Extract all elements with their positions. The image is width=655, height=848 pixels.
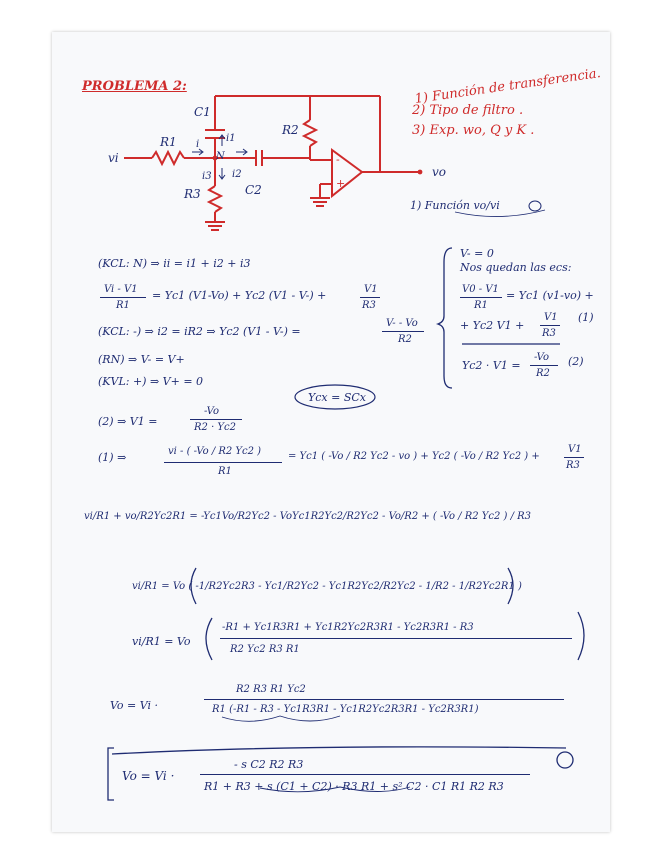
step-1-num: vi - ( -Vo / R2 Yc2 ) [168,446,262,457]
box-eq2-den: R2 [536,368,550,379]
label-ii: i [196,139,200,150]
step-6-lhs: Vo = Vi · [110,699,159,712]
step-4: vi/R1 = Vo ( -1/R2Yc2R3 - Yc1/R2Yc2 - Yc1R2Yc2/R2Yc2 - 1/R2 - 1/R2Yc2R1 ) [132,581,522,592]
kcl-line-3-den: R2 [398,334,412,345]
task-2: 2) Tipo de filtro . [412,103,524,118]
box-line-1: V- = 0 [460,247,494,260]
label-c1: C1 [194,105,211,119]
box-eq2-num: -Vo [534,352,549,363]
box-eq1b: + Yc2 V1 + [460,319,525,332]
step-6-num: R2 R3 R1 Yc2 [236,684,306,695]
kcl-line-3: (KCL: -) ⇒ i2 = iR2 ⇒ Yc2 (V1 - V-) = [98,325,301,338]
box-eq1-num: V0 - V1 [462,284,499,295]
step-3: vi/R1 + vo/R2Yc2R1 = -Yc1Vo/R2Yc2 - VoYc1R2Yc2/R2Yc2 - Vo/R2 + ( -Vo / R2 Yc2 ) / R3 [84,511,532,522]
box-eq1b-num: V1 [544,312,558,323]
label-vo: vo [432,165,447,179]
kcl-line-5: (KVL: +) ⇒ V+ = 0 [98,375,204,388]
problem-title: PROBLEMA 2: [82,79,187,94]
final-num: - s C2 R2 R3 [234,758,304,771]
step-1-den2: R3 [566,460,580,471]
label-i3: i3 [202,171,212,182]
box-line-2: Nos quedan las ecs: [460,261,572,274]
kcl-line-2-num: Vi - V1 [104,284,138,295]
kcl-line-2-den2: R3 [362,300,376,311]
kcl-line-1: (KCL: N) ⇒ ii = i1 + i2 + i3 [98,257,251,270]
final-den: R1 + R3 + s (C1 + C2) · R3 R1 + s² C2 · C1 R1 R2 R3 [204,780,504,793]
box-tag-2: (2) [568,355,584,368]
ycx-note: Ycx = SCx [308,391,366,404]
step-1-num2: V1 [568,444,582,455]
step-5-den: R2 Yc2 R3 R1 [230,644,300,655]
kcl-line-3-num: V- - Vo [386,318,418,329]
step-6-den: R1 (-R1 - R3 - Yc1R3R1 - Yc1R2Yc2R3R1 - Yc2R3R1) [212,704,479,715]
task-3: 3) Exp. wo, Q y K . [412,123,535,138]
label-r2: R2 [282,123,299,137]
step-2: (2) ⇒ V1 = [98,415,158,428]
box-eq1b-den: R3 [542,328,556,339]
box-eq1-den: R1 [474,300,488,311]
kcl-line-4: (RN) ⇒ V- = V+ [98,353,185,366]
label-i2: i2 [232,169,242,180]
step-2-num: -Vo [204,406,219,417]
label-vi: vi [108,151,119,165]
label-node-n: N [216,151,225,162]
step-5-lhs: vi/R1 = Vo [132,635,191,648]
box-eq1-rest: = Yc1 (v1-vo) + [506,289,594,302]
task-1: 1) Función de transferencia. [413,66,602,107]
step-1-lead: (1) ⇒ [98,451,127,464]
box-tag-1: (1) [578,311,594,324]
opamp-minus: - [336,153,340,166]
label-r1: R1 [160,135,177,149]
step-5-num: -R1 + Yc1R3R1 + Yc1R2Yc2R3R1 - Yc2R3R1 - R3 [222,622,474,633]
kcl-line-2-rest: = Yc1 (V1-Vo) + Yc2 (V1 - V-) + [152,289,327,302]
box-eq2: Yc2 · V1 = [462,359,521,372]
funcion-label: 1) Función vo/vi [410,199,500,212]
opamp-plus: + [336,177,346,190]
label-r3: R3 [184,187,201,201]
step-2-den: R2 · Yc2 [194,422,236,433]
kcl-line-2-den: R1 [116,300,130,311]
final-lhs: Vo = Vi · [122,769,175,783]
kcl-line-2-num2: V1 [364,284,378,295]
label-c2: C2 [245,183,262,197]
step-1-den: R1 [218,466,232,477]
step-1-rest: = Yc1 ( -Vo / R2 Yc2 - vo ) + Yc2 ( -Vo / R2 Yc2 ) + [288,451,540,462]
label-i1: i1 [226,133,236,144]
